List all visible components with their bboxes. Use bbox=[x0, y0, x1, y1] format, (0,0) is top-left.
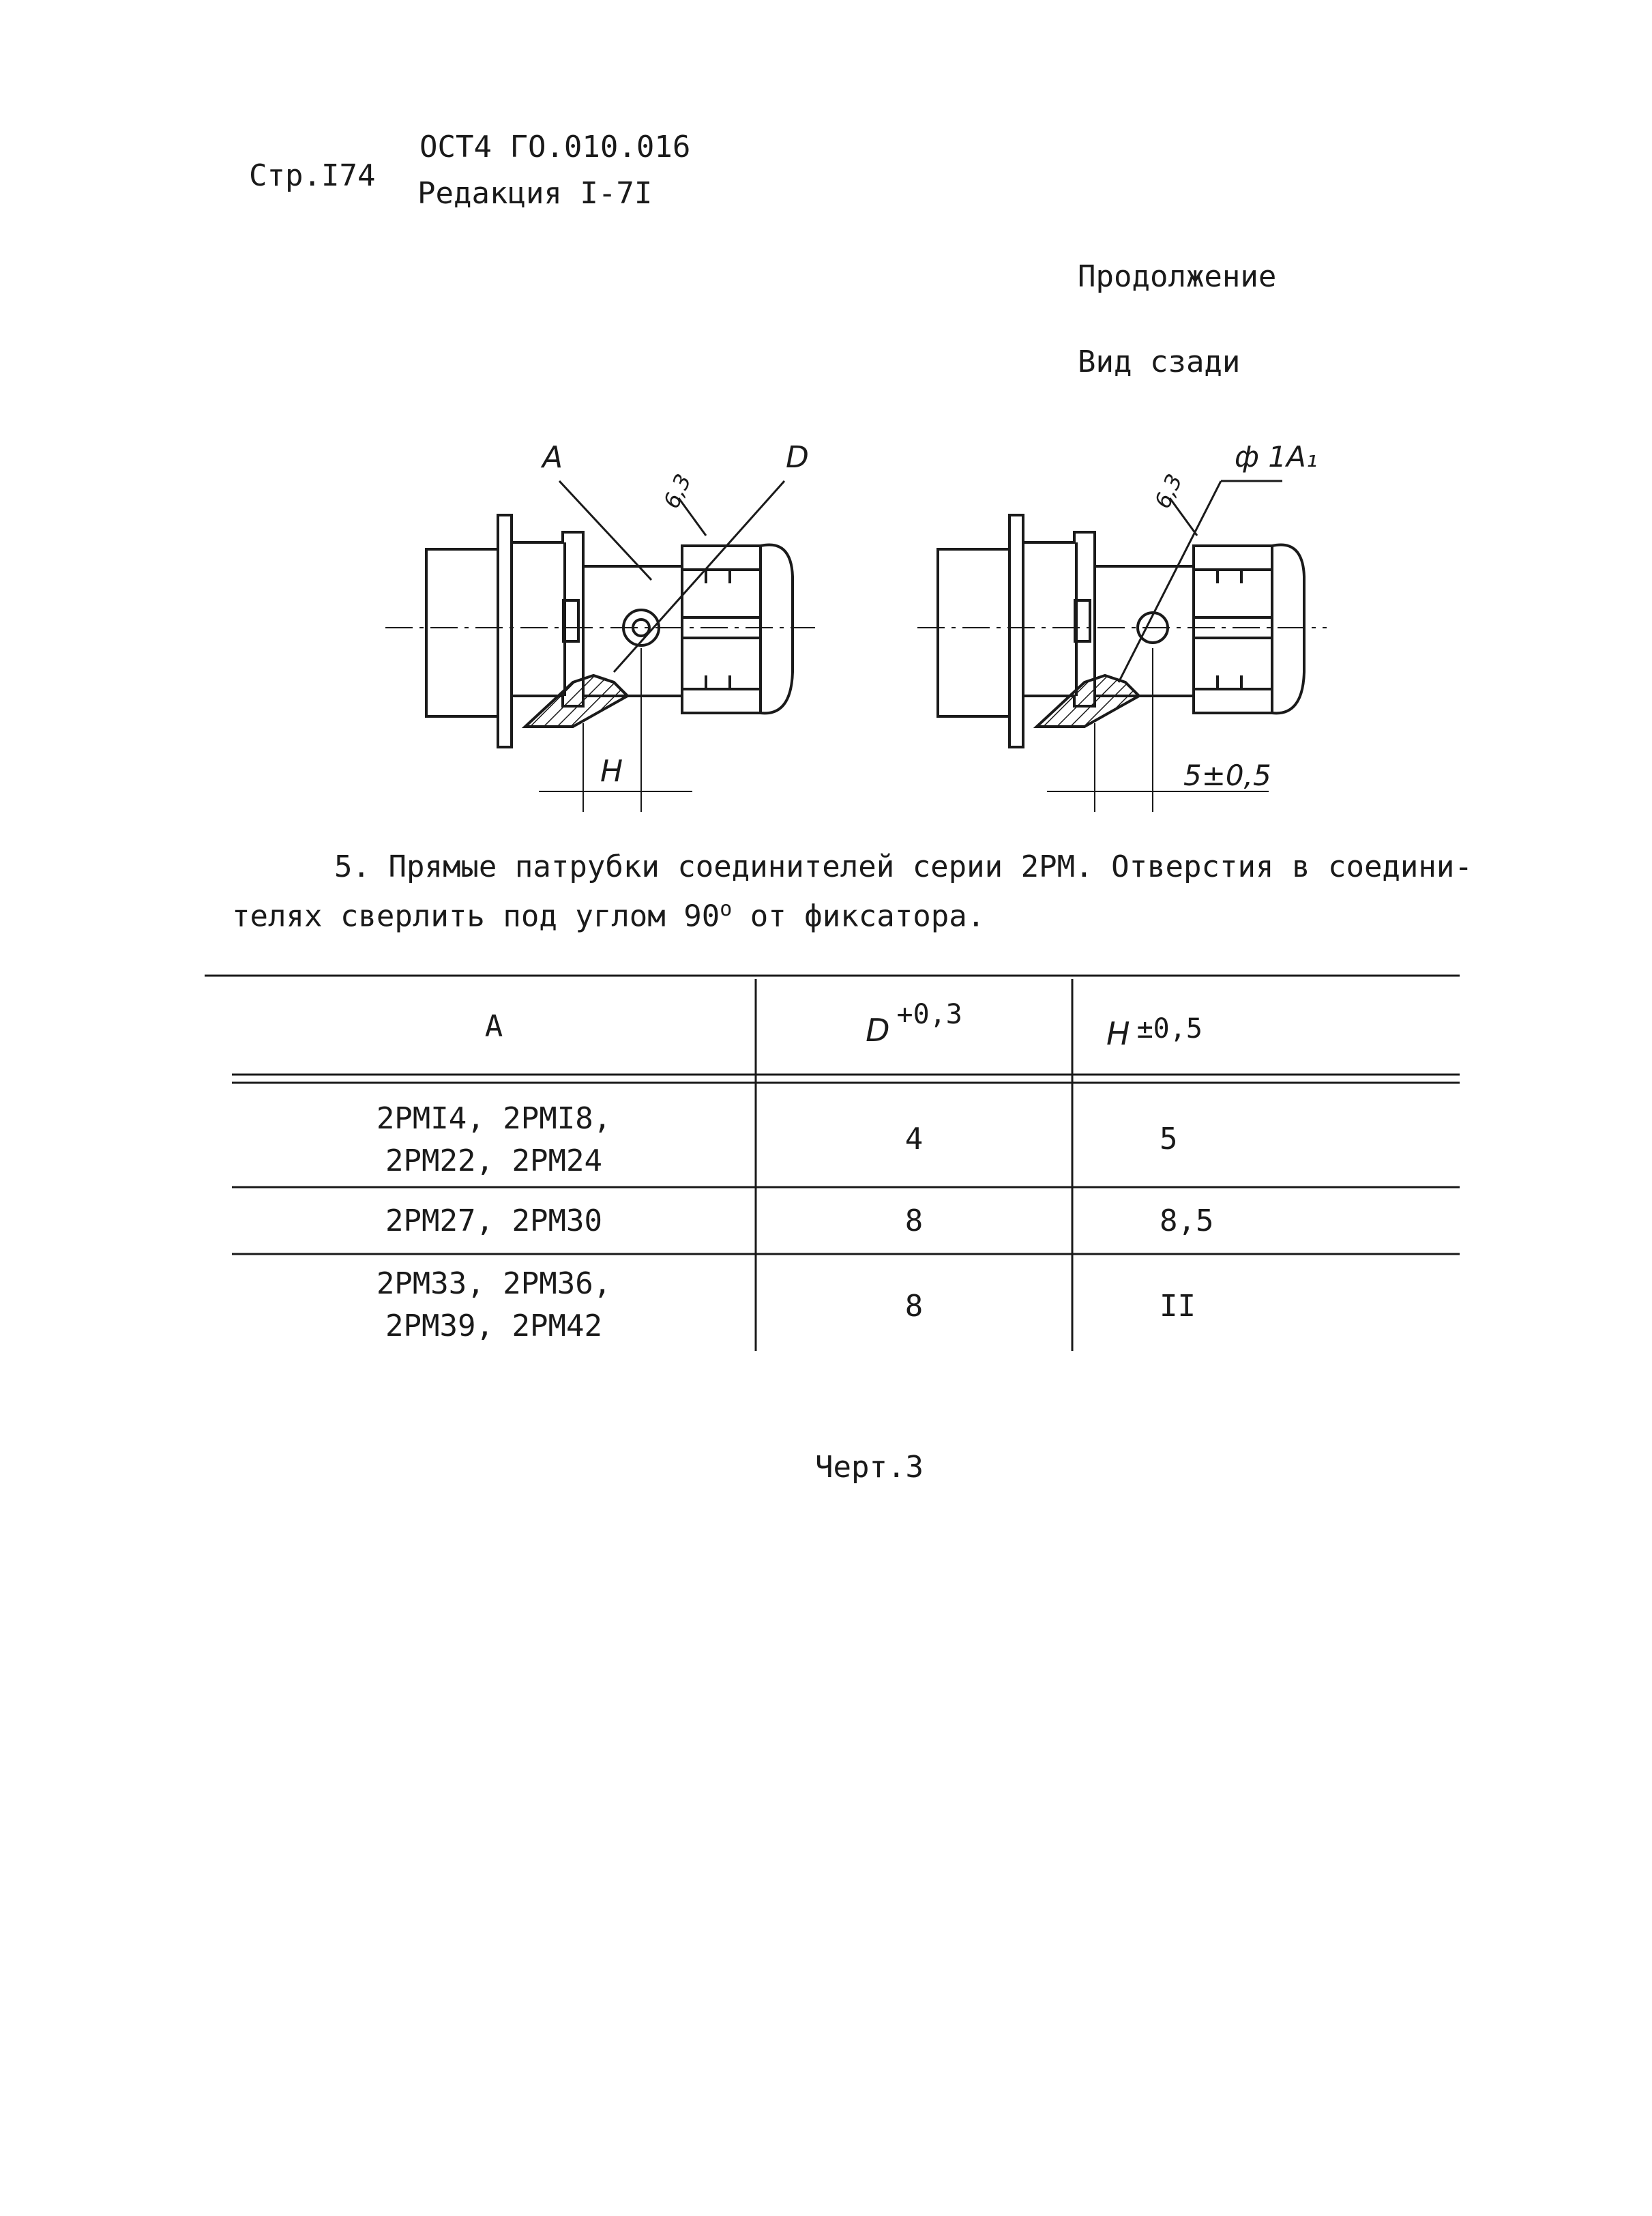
degree-mark: о bbox=[720, 897, 733, 921]
table-row-3-h: II bbox=[1160, 1289, 1196, 1324]
left-flange bbox=[498, 515, 512, 747]
right-label-phi: ф 1A₁ bbox=[1235, 440, 1318, 473]
table-row-3-d: 8 bbox=[904, 1289, 924, 1324]
edition-label: Редакция I-7I bbox=[417, 176, 653, 211]
table-header-d: D +0,3 bbox=[866, 999, 962, 1049]
right-back-cylinder bbox=[938, 549, 1009, 716]
right-dim: 5±0,5 bbox=[1183, 759, 1271, 792]
paragraph-line-2: телях сверлить под углом $90^о$ от фиксатора. bbox=[232, 897, 986, 934]
table-row-2-h: 8,5 bbox=[1160, 1204, 1214, 1238]
left-dim-h: H bbox=[600, 754, 623, 789]
table-row-1-h: 5 bbox=[1160, 1122, 1178, 1156]
left-body bbox=[512, 532, 583, 706]
right-section bbox=[1037, 675, 1139, 727]
left-label-d: D bbox=[786, 440, 809, 475]
table-row-1-d: 4 bbox=[904, 1122, 924, 1156]
right-flange bbox=[1009, 515, 1023, 747]
table-row-3-a-line-1: 2РМ33, 2РМ36, bbox=[376, 1266, 612, 1301]
table-row-2-d: 8 bbox=[904, 1204, 924, 1238]
left-roughness: 6,3 bbox=[658, 469, 696, 513]
table-header-a: A bbox=[484, 1009, 503, 1044]
standard-code: ОСТ4 ГО.010.016 bbox=[419, 130, 691, 164]
table-row-3-a-line-2: 2РМ39, 2РМ42 bbox=[385, 1309, 602, 1343]
left-label-a: A bbox=[542, 440, 563, 475]
right-body bbox=[1023, 532, 1095, 706]
left-back-cylinder bbox=[426, 549, 498, 716]
view-label: Вид сзади bbox=[1078, 345, 1241, 379]
table-row-1-a-line-1: 2РМI4, 2РМI8, bbox=[376, 1101, 612, 1136]
table-row-1-a-line-2: 2РМ22, 2РМ24 bbox=[385, 1143, 602, 1178]
continuation-label: Продолжение bbox=[1078, 259, 1277, 294]
table-header-h: H ±0,5 bbox=[1106, 1013, 1203, 1052]
page-number: Стр.I74 bbox=[249, 158, 376, 193]
figure-caption: Черт.3 bbox=[815, 1450, 924, 1485]
paragraph-line-1: 5. Прямые патрубки соединителей серии 2РМ. Отверстия в соедини- bbox=[334, 849, 1473, 884]
table-row-2-a: 2РМ27, 2РМ30 bbox=[385, 1204, 602, 1238]
right-roughness: 6,3 bbox=[1149, 469, 1188, 513]
